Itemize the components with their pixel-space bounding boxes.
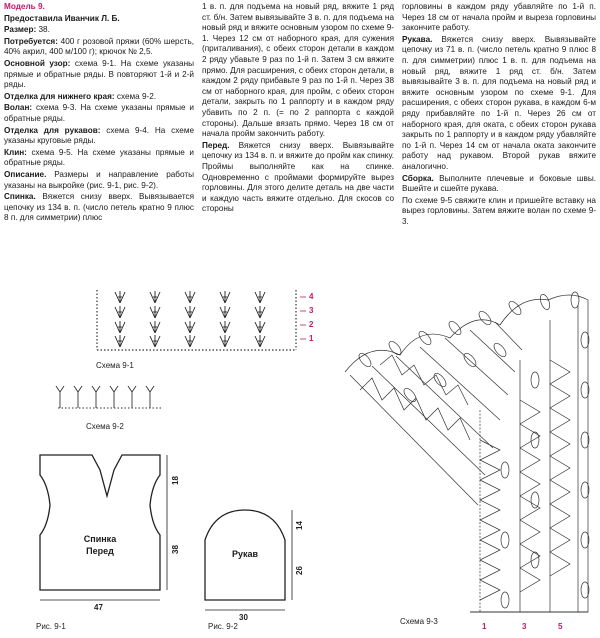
edge-trim-label: Отделка для нижнего края:	[4, 91, 115, 101]
assembly-label: Сборка.	[402, 173, 434, 183]
sleeve-side-dimension: 26	[294, 566, 304, 575]
description-text: Размеры и направление работы указаны на выкройке (рис. 9-1, рис. 9-2).	[4, 169, 194, 190]
main-pattern-label: Основной узор:	[4, 58, 71, 68]
sleeve-top-dimension: 14	[294, 521, 304, 530]
materials-text: 400 г розовой пряжи (60% шерсть, 40% акрил, 400 м/100 г); крючок № 2,5.	[4, 36, 194, 57]
wedge-text: схема 9-5. На схеме указаны прямые и обратные ряды.	[4, 147, 194, 168]
sleeve-label: Рукава.	[402, 34, 433, 44]
body-pattern-shape	[40, 455, 167, 600]
body-label-front: Перед	[86, 546, 114, 556]
schema-9-1-diagram	[97, 290, 306, 350]
author-label: Предоставила Иванчик Л. Б.	[4, 13, 120, 23]
body-label-back: Спинка	[83, 534, 117, 544]
neckline-text: горловины в каждом ряду убавляйте по 1-й п. Через 18 см от начала пройм и выреза горловины закончите работу.	[402, 2, 596, 33]
schema-9-3-diagram	[345, 292, 589, 612]
fig-9-2-label: Рис. 9-2	[208, 622, 238, 631]
body-width-dimension: 47	[94, 603, 103, 612]
schema-9-2-diagram	[56, 386, 162, 408]
back-continued-text: 1 в. п. для подъема на новый ряд, вяжите 1 ряд ст. б/н. Затем вывязывайте 3 в. п. для подъема на новый ряд и вяжите основным узором по схеме 9-1. Через 12 см от наборного края, для сужения (приталивания), с обеих сторон детали в каждом 2 ряду убавьте 9 раз по 1-й п. Затем 3 см вяжите прямо. Для расширения, с обеих сторон детали, в каждом 2 ряду прибавьте 9 раз по 1-й п. Через 38 см от наборного края, для пройм, с обеих сторон детали, закрыть по 1 раппорту и в каждом ряду убавить по 2 п. (= по 2 раппорта с каждой стороны). Дальше вязать прямо. Через 18 см от начала пройм закончить работу.	[202, 2, 394, 139]
body-top-dimension: 18	[170, 476, 180, 485]
sleeve-text: Вяжется снизу вверх. Вывязывайте цепочку из 71 в. п. (число петель кратно 9 плюс 8 п. для симметрии) плюс 1 в. п. для подъема на новый ряд, вяжите 1 ряд ст. б/н. Затем вывязывайте 3 в. п. для подъема на новый ряд и вяжите основным узором по схеме 9-1. Для расширения, с обеих сторон рукава, в каждом 6-м ряду прибавляйте по 1-й п. Через 26 см от наборного края, для оката, с обеих сторон рукава закрыть по 1 раппорту и в каждом ряду убавляйте по 1-й п. Через 14 см от начала оката закончите работу над рукавом. Второй рукав вяжите аналогично.	[402, 34, 596, 171]
main-pattern-text: схема 9-1. На схеме указаны прямые и обратные ряды. В повторяют 1-й и 2-й ряды.	[4, 58, 194, 90]
model-title: Модель 9.	[4, 2, 45, 11]
assembly-text: Выполните плечевые и боковые швы. Вшейте и сшейте рукава.	[402, 173, 596, 194]
size-label: Размер:	[4, 25, 37, 35]
description-label: Описание.	[4, 169, 47, 179]
size-value: 38.	[36, 25, 50, 35]
front-label: Перед.	[202, 140, 230, 150]
sleeve-shape-label: Рукав	[231, 549, 259, 559]
row-number-3: 3	[309, 306, 314, 315]
row-number-2: 2	[309, 320, 314, 329]
sleeve-pattern-shape	[205, 510, 292, 610]
schema-9-2-label: Схема 9-2	[86, 422, 124, 431]
front-text: Вяжется снизу вверх. Вывязывайте цепочку из 134 в. п. и вяжите до пройм как спинку. Проймы выполняйте как на спинке. Одновременно с проймами формируйте вырез горловины. Для этого делите деталь на две части и каждую часть вяжите отдельно. Для скосов со стороны	[202, 140, 394, 214]
bottom-number-3: 3	[522, 622, 527, 631]
sleeve-width-dimension: 30	[239, 613, 248, 622]
volan-text: схема 9-3. На схеме указаны прямые и обратные ряды.	[4, 103, 194, 123]
body-side-dimension: 38	[170, 545, 180, 554]
edge-trim-text: схема 9-2.	[114, 91, 157, 101]
wedge-label: Клин:	[4, 147, 27, 157]
bottom-number-1: 1	[482, 622, 487, 631]
row-number-4: 4	[309, 292, 314, 301]
sleeve-trim-text: схема 9-4. На схеме указаны круговые ряды.	[4, 125, 194, 146]
final-instructions: По схеме 9-5 свяжите клин и пришейте вставку на вырез горловины. Затем вяжите волан по схеме 9-3.	[402, 195, 596, 226]
back-label: Спинка.	[4, 192, 36, 202]
volan-label: Волан:	[4, 103, 33, 113]
schema-9-1-label: Схема 9-1	[96, 361, 134, 370]
row-number-1: 1	[309, 334, 314, 343]
fig-9-1-label: Рис. 9-1	[36, 622, 66, 631]
materials-label: Потребуется:	[4, 36, 58, 46]
bottom-number-5: 5	[558, 622, 563, 631]
back-text: Вяжется снизу вверх. Вывязывается цепочку из 134 в. п. (число петель кратно 9 плюс 8 п. для симметрии) плюс	[4, 192, 194, 223]
sleeve-trim-label: Отделка для рукавов:	[4, 125, 101, 135]
schema-9-3-label: Схема 9-3	[400, 617, 438, 626]
